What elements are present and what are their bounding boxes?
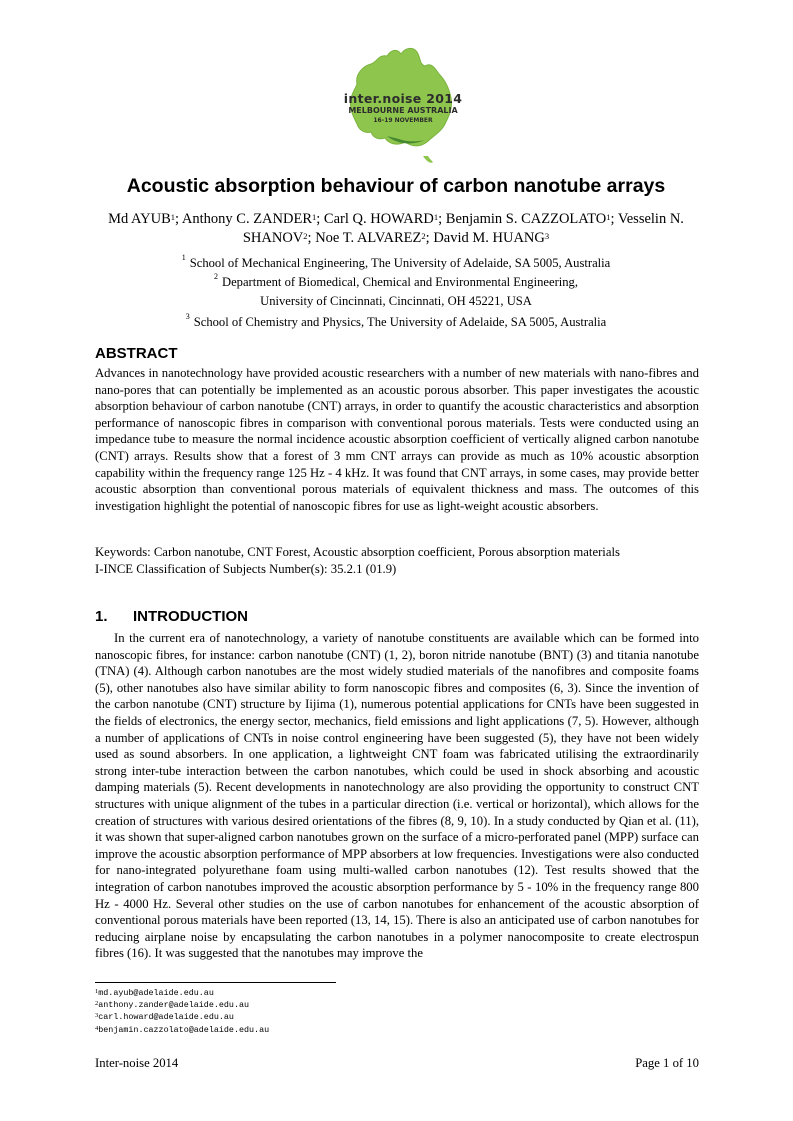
author: Anthony C. ZANDER$^1$; <box>181 211 324 227</box>
section-title: INTRODUCTION <box>133 608 248 625</box>
section-number: 1. <box>95 608 108 625</box>
classification: I-INCE Classification of Subjects Number(s): 35.2.1 (01.9) <box>95 562 397 576</box>
affiliation-1: $^1$ School of Mechanical Engineering, The University of Adelaide, SA 5005, Australia <box>181 253 611 270</box>
footer-conference: Inter-noise 2014 <box>95 1056 179 1070</box>
author: Noe T. ALVAREZ$^2$; <box>315 230 434 246</box>
keywords: Keywords: Carbon nanotube, CNT Forest, Acoustic absorption coefficient, Porous absorption materials <box>95 545 620 559</box>
logo-line1: inter.noise 2014 <box>343 91 463 106</box>
footnote-divider <box>95 982 336 983</box>
affiliation-2-line2: University of Cincinnati, Cincinnati, OH 45221, USA <box>260 294 532 308</box>
introduction-text: In the current era of nanotechnology, a variety of nanotube constituents are available which can be formed into nanoscopic fibres, for instance: carbon nanotube (CNT) (1, 2), boron nitride nanotube (BNT) (3) and titania nanotube (TNA) (4). Although carbon nanotubes are the most widely studied materials of the nanofibres and composite foams (5), other nanotubes also have similar ability to form nanoscopic fibres and composites (6, 3). Since the invention of the carbon nanotube (CNT) structure by Iijima (1), numerous potential applications for CNTs have been suggested in the fields of electronics, the energy sector, mechanics, field emissions and light applications (7, 5). However, although a number of applications of CNTs in noise control engineering have been suggested (5), they have not been widely used as sound absorbers. In one application, a lightweight CNT foam was fabricated utilising the extraordinarily strong inter-tube interaction between the carbon nanotubes, which could be used in shock absorbing and acoustic damping materials (5). Recent developments in nanotechnology are also providing the opportunity to construct CNT structures with unique alignment of the tubes in a particular direction (i.e. vertical or horizontal), which allows for the creation of structures with various desired orientations of the fibres (8, 9, 10). In a study conducted by Qian et al. (11), it was shown that super-aligned carbon nanotubes grown on the surface of a micro-perforated panel (MPP) surface can improve the acoustic absorption performance of MPP absorbers at low frequencies. Investigations were also conducted for nano-integrated polyurethane foam using multi-walled carbon nanotubes (12). Test results showed that the integration of carbon nanotubes improved the acoustic absorption performance by 5 - 10% in the frequency range 800 Hz - 4000 Hz. Several other studies on the use of carbon nanotubes for enhancement of the acoustic absorption of conventional porous materials have been reported (13, 14, 15). There is also an anticipated use of carbon nanotubes for reducing airplane noise by encapsulating the carbon nanotubes in a polymer nanocomposite to create electrospun fibres (16). It was suggested that the nanotubes may improve the <box>95 631 699 961</box>
conference-logo <box>327 44 467 169</box>
abstract-text: Advances in nanotechnology have provided acoustic researchers with a number of new materials with nano-fibres and nano-pores that can potentially be implemented as an acoustic porous absorber. This paper investigates the acoustic absorption behaviour of carbon nanotube (CNT) arrays, in order to quantify the acoustic characteristics and absorption performance of nanoscopic fibres in comparison with conventional porous materials. Tests were conducted using an impedance tube to measure the normal incidence acoustic absorption coefficient of vertically aligned carbon nanotube (CNT) arrays. Results show that a forest of 3 mm CNT arrays can provide as much as 10% acoustic absorption capability within the frequency range 125 Hz - 4 kHz. It was found that CNT arrays, in some cases, may provide better acoustic absorption than conventional porous materials of equivalent thickness and mass. The outcomes of this investigation highlight the potential of nanoscopic fibres for use as light-weight acoustic absorbers. <box>95 366 699 513</box>
footnote: $^2$anthony.zander@adelaide.edu.au <box>95 1000 250 1011</box>
author-list <box>96 210 696 248</box>
author: Carl Q. HOWARD$^1$; <box>323 211 446 227</box>
logo-line2: MELBOURNE AUSTRALIA <box>348 106 458 115</box>
author: David M. HUANG$^3$ <box>433 230 550 246</box>
logo-line3: 16-19 NOVEMBER <box>373 117 433 124</box>
paper-title: Acoustic absorption behaviour of carbon nanotube arrays <box>126 175 666 197</box>
author: Benjamin S. CAZZOLATO$^1$; <box>445 211 618 227</box>
footnote: $^3$carl.howard@adelaide.edu.au <box>95 1012 234 1023</box>
introduction-heading <box>95 608 248 625</box>
footnote: $^4$benjamin.cazzolato@adelaide.edu.au <box>95 1024 270 1035</box>
affiliation-2: $^2$ Department of Biomedical, Chemical and Environmental Engineering, <box>213 272 578 289</box>
affiliation-3: $^3$ School of Chemistry and Physics, The University of Adelaide, SA 5005, Australia <box>185 312 607 329</box>
footnote: $^1$md.ayub@adelaide.edu.au <box>95 988 214 998</box>
footnotes <box>95 987 269 1036</box>
footer-page-number: Page 1 of 10 <box>635 1056 699 1070</box>
abstract-heading: ABSTRACT <box>95 345 178 362</box>
author: Vesselin N. SHANOV$^2$; <box>242 211 684 246</box>
author: Md AYUB$^1$; <box>108 211 182 227</box>
